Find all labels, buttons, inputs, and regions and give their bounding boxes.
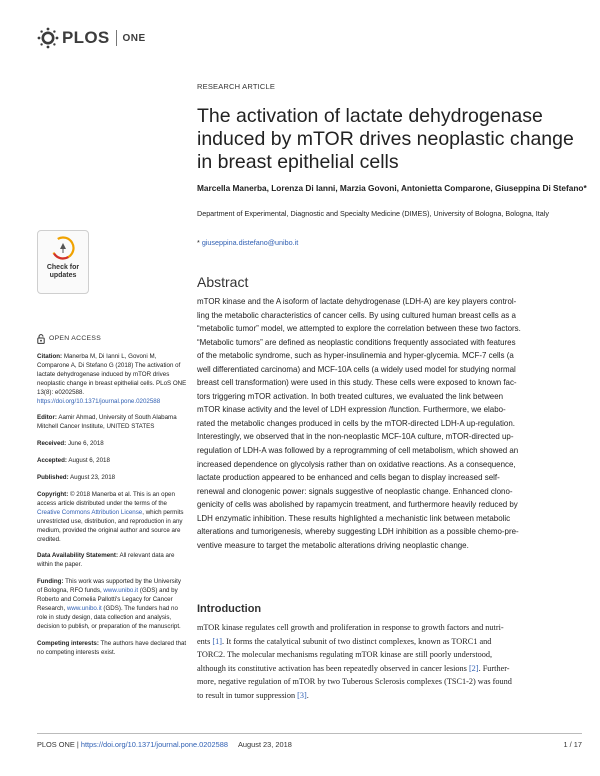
intro-line: TORC2. The molecular mechanisms regulating mTOR kinase are still poorly understood, xyxy=(197,650,493,660)
abstract-line: LDH enzymatic inhibition. These results highlighted a mechanistic link between metabolic xyxy=(197,513,511,523)
intro-text: although its constitutive activation has been repeatedly observed in cancer lesions xyxy=(197,663,467,673)
funding-text-mid: (GDS) and by Roberto and Cornelia Pallotti's Legacy for Cancer Research, xyxy=(37,587,178,612)
copyright xyxy=(37,491,187,544)
abstract-line: genicity of cells was abolished by rapamycin treatment, and furthermore heavily reduced by xyxy=(197,500,518,510)
logo-text: PLOS xyxy=(62,28,110,47)
reference-link-2[interactable]: [2] xyxy=(468,663,479,673)
abstract-line: ventive measure to target the metabolic alterations driving neoplastic change. xyxy=(197,540,469,550)
abstract-line: regulation of LDH-A was followed by a reprogramming of cell metabolism, which showed an xyxy=(197,446,519,456)
abstract-line: “metabolic tumor” model, we attempted to explore the correlation between these two factors. xyxy=(197,324,521,334)
email-link[interactable]: giuseppina.distefano@unibo.it xyxy=(201,238,299,247)
funding-label: Funding: xyxy=(37,578,64,586)
accepted-value: August 6, 2018 xyxy=(68,457,110,465)
check-updates-label xyxy=(38,264,88,280)
intro-line xyxy=(197,635,582,649)
article-title: The activation of lactate dehydrogenase induced by mTOR drives neoplastic change in breast epithelial cells xyxy=(197,105,574,173)
copyright-text-post: , which permits unrestricted use, distribution, and reproduction in any medium, provided the original author and source are credited. xyxy=(37,508,184,543)
intro-line xyxy=(197,662,582,676)
citation xyxy=(37,353,187,406)
abstract-line: well differentiated carcinoma) and MCF-10A cells (a widely used model for studying normal xyxy=(197,364,516,374)
intro-line: more, negative regulation of mTOR by two Tuberous Sclerosis complexes (TSC1-2) was found xyxy=(197,677,512,687)
check-updates-line1: Check for xyxy=(46,264,80,271)
intro-text: . xyxy=(306,690,309,700)
page-number: 1 / 17 xyxy=(563,740,582,749)
abstract-line: Interestingly, we observed that in the non-neoplastic MCF-10A culture, mTOR-directed up- xyxy=(197,432,514,442)
received-value: June 6, 2018 xyxy=(67,440,104,448)
accepted-label: Accepted: xyxy=(37,457,67,465)
citation-doi-link[interactable]: https://doi.org/10.1371/journal.pone.0202588 xyxy=(37,397,161,405)
funding-text-pre: This work was supported by the University of Bologna, RFO funds, xyxy=(37,578,181,595)
abstract-line: alterations and tumorigenesis, whereby suggesting LDH inhibition as a possible chemo-pre- xyxy=(197,527,519,537)
editor xyxy=(37,414,187,432)
funding-link-1[interactable]: www.unibo.it xyxy=(103,587,139,595)
published-label: Published: xyxy=(37,474,69,482)
intro-text: . It forms the catalytical subunit of two distinct complexes, known as TORC1 and xyxy=(221,636,492,646)
intro-text: ents xyxy=(197,636,211,646)
introduction-body xyxy=(197,621,582,703)
funding-text-post: (GDS). The funders had no role in study design, data collection and analysis, decision to publish, or preparation of the manuscript. xyxy=(37,604,181,630)
abstract-line: lactate production appeared to be enhanced and cells began to display increased self- xyxy=(197,473,500,483)
competing-interests-text: The authors have declared that no competing interests exist. xyxy=(37,639,187,656)
abstract-line: renewal and clonogenic power: signals suggestive of neoplastic change. Enhanced clono- xyxy=(197,486,513,496)
abstract-heading: Abstract xyxy=(197,274,249,290)
competing-interests-label: Competing interests: xyxy=(37,639,99,647)
data-availability-text: All relevant data are within the paper. xyxy=(37,552,175,569)
intro-line: mTOR kinase regulates cell growth and proliferation in response to growth factors and nutri- xyxy=(197,623,504,632)
email-marker: * xyxy=(197,238,200,247)
intro-line xyxy=(197,689,582,703)
plos-logo[interactable] xyxy=(37,24,146,52)
affiliation: Department of Experimental, Diagnostic and Specialty Medicine (DIMES), University of Bologna, Bologna, Italy xyxy=(197,209,549,218)
author-list: Marcella Manerba, Lorenza Di Ianni, Marzia Govoni, Antonietta Comparone, Giuseppina Di Stefano* xyxy=(197,183,587,193)
footer-journal: PLOS ONE | xyxy=(37,740,79,749)
abstract-line: breast cell transformation) were used in this study. These cells were exposed to known fac- xyxy=(197,378,517,388)
citation-label: Citation: xyxy=(37,353,63,360)
abstract-line: rated the metabolic changes produced in cells by the mTOR-directed LDH-A up-regulation. xyxy=(197,418,515,428)
abstract-line: ling the metabolic characteristics of cancer cells. By using cultured human breast cells as a xyxy=(197,310,516,320)
reference-link-3[interactable]: [3] xyxy=(297,690,307,700)
check-updates-icon xyxy=(51,236,75,260)
article-type: RESEARCH ARTICLE xyxy=(197,82,276,91)
published-date xyxy=(37,474,187,483)
intro-text: to result in tumor suppression xyxy=(197,690,296,700)
journal-name: ONE xyxy=(122,32,146,44)
abstract-line: mTOR kinase and the A isoform of lactate dehydrogenase (LDH-A) are key players control- xyxy=(197,297,517,306)
funding xyxy=(37,578,187,631)
article-metadata-sidebar xyxy=(37,334,187,657)
data-availability xyxy=(37,552,187,570)
citation-text: Manerba M, Di Ianni L, Govoni M, Comparone A, Di Stefano G (2018) The activation of lactate dehydrogenase induced by mTOR drives neoplastic change in breast epithelial cells. PLoS ONE 13(8): e0202588. xyxy=(37,353,187,396)
corresponding-email[interactable] xyxy=(197,238,298,247)
copyright-text-pre: © 2018 Manerba et al. This is an open access article distributed under the terms of the xyxy=(37,490,175,507)
received-label: Received: xyxy=(37,440,67,448)
competing-interests xyxy=(37,640,187,658)
open-access-badge xyxy=(37,334,187,344)
abstract-line: “Metabolic tumors” are defined as neoplastic conditions frequently associated with features xyxy=(197,337,516,347)
open-access-label: OPEN ACCESS xyxy=(49,334,102,342)
reference-link-1[interactable]: [1] xyxy=(212,636,222,646)
check-for-updates-badge[interactable] xyxy=(37,230,89,294)
page-footer xyxy=(37,740,292,749)
abstract-line: of the metabolic syndrome, such as hyper-insulinemia and hyper-glycemia. MCF-7 cells (a xyxy=(197,351,514,361)
received-date xyxy=(37,440,187,449)
intro-text: . Further- xyxy=(478,663,510,673)
editor-label: Editor: xyxy=(37,414,57,422)
footer-doi-link[interactable]: https://doi.org/10.1371/journal.pone.0202588 xyxy=(80,740,228,749)
copyright-label: Copyright: xyxy=(37,490,69,498)
published-value: August 23, 2018 xyxy=(70,474,116,482)
logo-divider xyxy=(116,30,117,46)
abstract-line: increased dependence on glycolysis rather than on oxidative reactions. As a consequence, xyxy=(197,459,516,469)
abstract-body xyxy=(197,295,583,552)
plos-logo-icon xyxy=(37,27,59,49)
open-lock-icon xyxy=(37,334,45,344)
footer-date: August 23, 2018 xyxy=(238,740,292,749)
abstract-line: mTOR kinase activity and the level of LDH expression /function. Furthermore, we elabo- xyxy=(197,405,506,415)
abstract-line: tors triggering mTOR activation. In both treated cultures, we evaluated the link between xyxy=(197,391,504,401)
footer-divider xyxy=(37,733,582,734)
editor-text: Aamir Ahmad, University of South Alabama Mitchell Cancer Institute, UNITED STATES xyxy=(37,414,177,431)
check-updates-line2: updates xyxy=(49,272,77,279)
data-availability-label: Data Availability Statement: xyxy=(37,552,119,560)
license-link[interactable]: Creative Commons Attribution License xyxy=(37,508,143,516)
accepted-date xyxy=(37,457,187,466)
funding-link-2[interactable]: www.unibo.it xyxy=(66,604,102,612)
introduction-heading: Introduction xyxy=(197,603,262,615)
